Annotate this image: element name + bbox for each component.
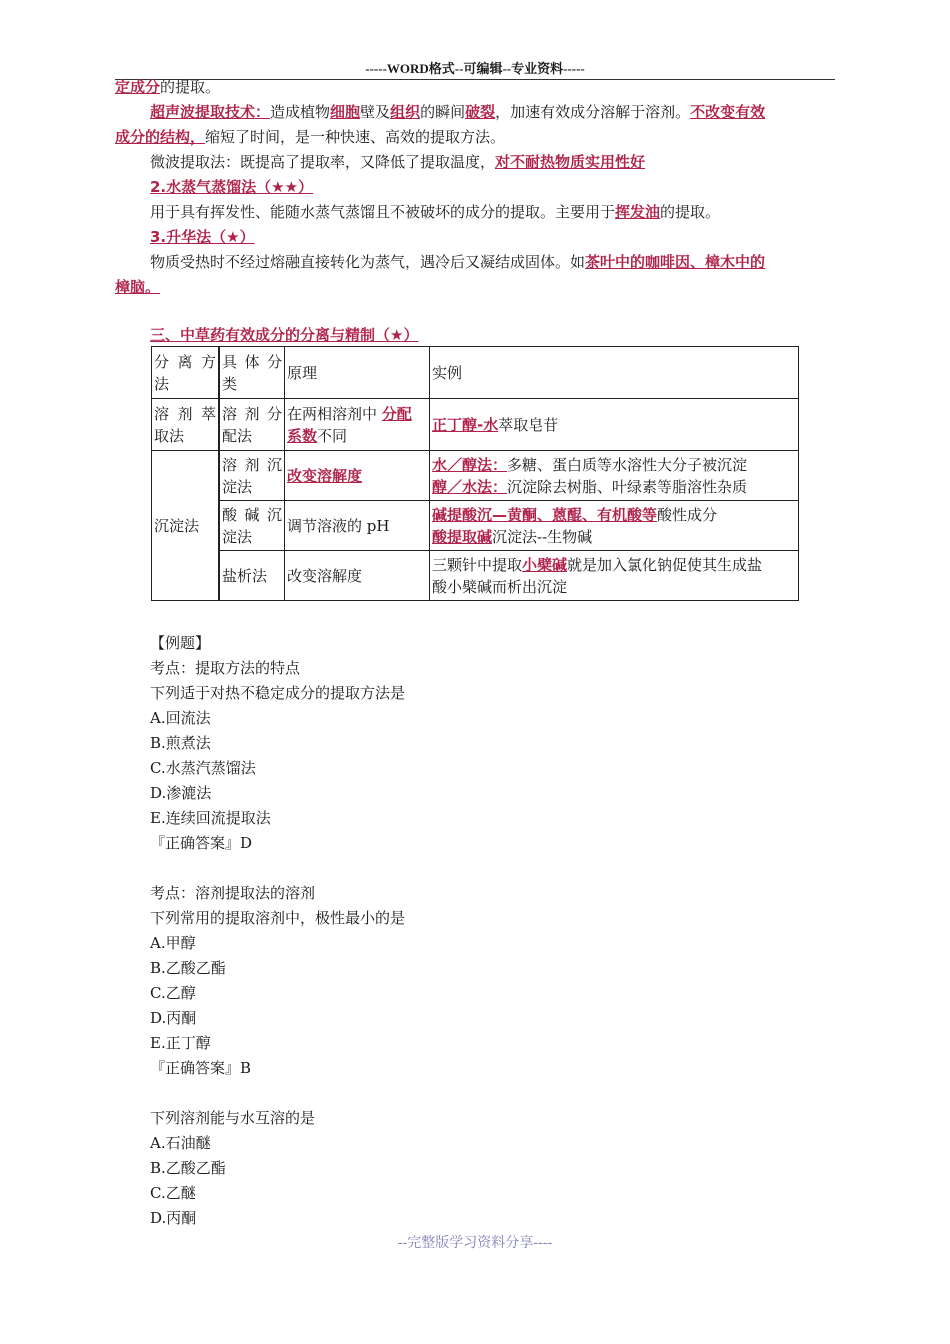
table-header-row	[152, 347, 799, 399]
option: E.连续回流提取法	[150, 809, 271, 827]
answer: 『正确答案』D	[150, 834, 253, 852]
table-row	[152, 551, 799, 601]
example-title: 【例题】	[150, 634, 211, 652]
table-cell: 沉淀法	[152, 451, 220, 601]
option: C.乙醚	[150, 1184, 196, 1202]
option: C.水蒸汽蒸馏法	[150, 759, 256, 777]
section-heading: 三、中草药有效成分的分离与精制（★）	[150, 326, 419, 344]
section-heading: 2.水蒸气蒸馏法（★★）	[150, 178, 314, 196]
table-cell: 调节溶液的 pH	[285, 501, 430, 551]
table-cell: 分 离 方 法	[152, 347, 220, 399]
exam-point: 考点：溶剂提取法的溶剂	[150, 884, 316, 902]
option: A.回流法	[150, 709, 211, 727]
text-line: 物质受热时不经过熔融直接转化为蒸气，遇冷后又凝结成固体。如茶叶中的咖啡因、樟木中的	[150, 253, 766, 271]
option: C.乙醇	[150, 984, 196, 1002]
question-stem: 下列溶剂能与水互溶的是	[150, 1109, 316, 1127]
option: A.石油醚	[150, 1134, 211, 1152]
highlight: 定成分	[115, 78, 161, 96]
table-cell: 具 体 分 类	[219, 347, 285, 399]
page-footer: --完整版学习资料分享----	[397, 1235, 553, 1251]
text-line: 超声波提取技术：造成植物细胞壁及组织的瞬间破裂，加速有效成分溶解于溶剂。不改变有效	[150, 103, 766, 121]
table-cell: 溶 剂 分 配法	[219, 399, 285, 451]
table-row	[152, 451, 799, 501]
table-cell: 盐析法	[219, 551, 285, 601]
option: D.丙酮	[150, 1209, 197, 1227]
text-line: 成分的结构，缩短了时间，是一种快速、高效的提取方法。	[115, 128, 506, 146]
section-heading: 3.升华法（★）	[150, 228, 255, 246]
question-stem: 下列适于对热不稳定成分的提取方法是	[150, 684, 406, 702]
option: D.渗漉法	[150, 784, 212, 802]
question-stem: 下列常用的提取溶剂中，极性最小的是	[150, 909, 406, 927]
option: D.丙酮	[150, 1009, 197, 1027]
table-row	[152, 399, 799, 451]
option: A.甲醇	[150, 934, 196, 952]
option: B.煎煮法	[150, 734, 211, 752]
table-cell: 酸 碱 沉 淀法	[219, 501, 285, 551]
table-cell: 碱提酸沉—黄酮、蒽醌、有机酸等酸性成分 酸提取碱沉淀法--生物碱	[430, 501, 799, 551]
text-line: 用于具有挥发性、能随水蒸气蒸馏且不被破坏的成分的提取。主要用于挥发油的提取。	[150, 203, 721, 221]
option: B.乙酸乙酯	[150, 1159, 226, 1177]
page-header: -----WORD格式--可编辑--专业资料-----	[115, 58, 835, 80]
text-line: 定成分的提取。	[115, 78, 221, 96]
table-cell: 三颗针中提取小檗碱就是加入氯化钠促使其生成盐 酸小檗碱而析出沉淀	[430, 551, 799, 601]
text-line: 微波提取法：既提高了提取率，又降低了提取温度，对不耐热物质实用性好	[150, 153, 646, 171]
table-cell: 水／醇法：多糖、蛋白质等水溶性大分子被沉淀 醇／水法：沉淀除去树脂、叶绿素等脂溶性杂质	[430, 451, 799, 501]
table-cell: 在两相溶剂中 分配 系数不同	[285, 399, 430, 451]
table-cell: 溶 剂 沉 淀法	[219, 451, 285, 501]
table-cell: 改变溶解度	[285, 551, 430, 601]
table-cell: 实例	[430, 347, 799, 399]
table-cell: 溶 剂 萃 取法	[152, 399, 220, 451]
answer: 『正确答案』B	[150, 1059, 252, 1077]
separation-table	[151, 346, 799, 601]
text-line: 樟脑。	[115, 278, 161, 296]
table-cell: 原理	[285, 347, 430, 399]
table-cell: 改变溶解度	[285, 451, 430, 501]
table-cell: 正丁醇-水萃取皂苷	[430, 399, 799, 451]
exam-point: 考点：提取方法的特点	[150, 659, 301, 677]
option: B.乙酸乙酯	[150, 959, 226, 977]
option: E.正丁醇	[150, 1034, 211, 1052]
table-row	[152, 501, 799, 551]
